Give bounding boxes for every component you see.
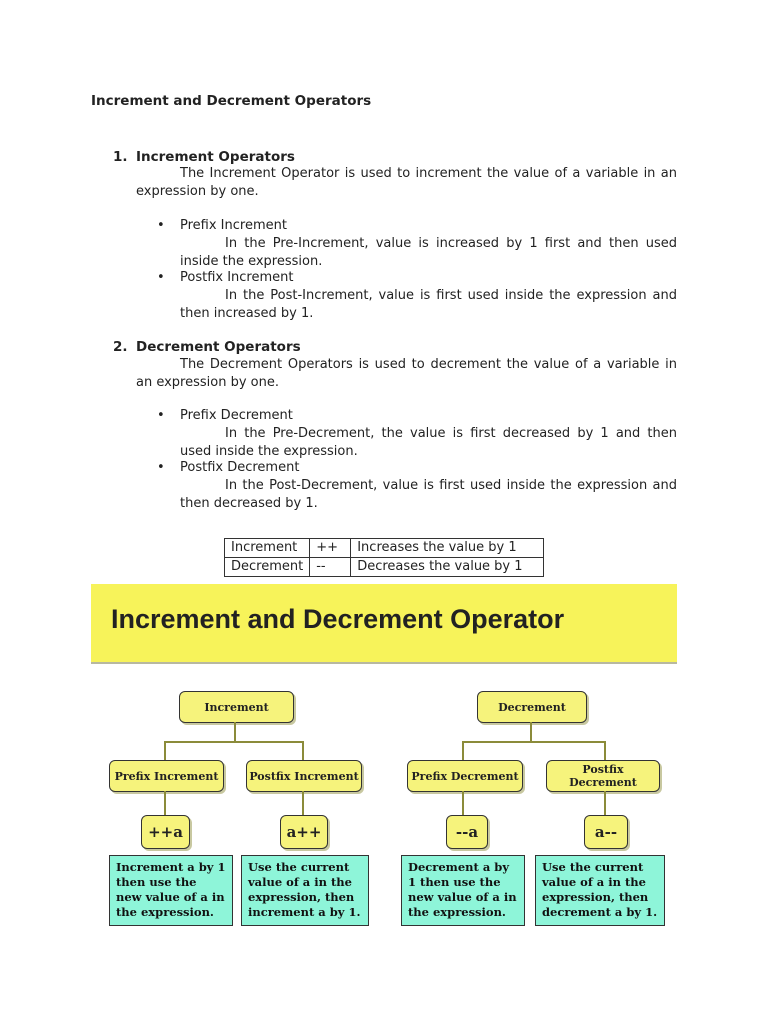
postfix-increment-box: Postfix Increment	[246, 760, 362, 792]
prefix-decrement-box: Prefix Decrement	[407, 760, 523, 792]
connector-line	[604, 791, 606, 815]
diagram-banner	[91, 584, 677, 664]
table-row	[225, 539, 544, 558]
connector-line	[462, 741, 464, 761]
table-cell: Increment	[225, 539, 310, 558]
prefix-decrement-desc: Decrement a by 1 then use the new value of a in the expression.	[401, 855, 525, 926]
decrement-root-box: Decrement	[477, 691, 587, 723]
connector-line	[234, 722, 236, 742]
postfix-decrement-desc: Use the current value of a in the expression, then decrement a by 1.	[535, 855, 665, 926]
table-cell: --	[310, 558, 351, 577]
connector-line	[530, 722, 532, 742]
bullet-postfix-increment-label: Postfix Increment	[180, 270, 294, 285]
postfix-decrement-op: a--	[584, 815, 628, 849]
connector-line	[164, 741, 166, 761]
connector-line	[302, 791, 304, 815]
prefix-increment-box: Prefix Increment	[109, 760, 224, 792]
postfix-increment-op: a++	[280, 815, 328, 849]
connector-line	[462, 791, 464, 815]
bullet-prefix-decrement-label: Prefix Decrement	[180, 408, 293, 423]
operators-table	[224, 538, 544, 577]
bullet-prefix-decrement-text: In the Pre-Decrement, the value is first decreased by 1 and then used inside the expression.	[180, 426, 677, 459]
section-1-number: 1.	[113, 149, 128, 165]
section-2-description: The Decrement Operators is used to decrement the value of a variable in an expression by one.	[136, 357, 677, 390]
section-1-description: The Increment Operator is used to increment the value of a variable in an expression by one.	[136, 166, 677, 199]
diagram-banner-title: Increment and Decrement Operator	[111, 604, 565, 634]
table-cell: ++	[310, 539, 351, 558]
bullet-marker: •	[157, 408, 165, 423]
prefix-increment-desc: Increment a by 1 then use the new value of a in the expression.	[109, 855, 233, 926]
table-row	[225, 558, 544, 577]
bullet-postfix-increment-text: In the Post-Increment, value is first used inside the expression and then increased by 1.	[180, 288, 677, 321]
document-title: Increment and Decrement Operators	[91, 93, 372, 109]
connector-line	[604, 741, 606, 761]
connector-line	[462, 741, 606, 743]
increment-root-box: Increment	[179, 691, 294, 723]
table-cell: Increases the value by 1	[351, 539, 544, 558]
connector-line	[164, 741, 304, 743]
bullet-postfix-decrement-text: In the Post-Decrement, value is first used inside the expression and then decreased by 1.	[180, 478, 677, 511]
section-1-heading: Increment Operators	[136, 149, 295, 165]
table-cell: Decrement	[225, 558, 310, 577]
bullet-marker: •	[157, 218, 165, 233]
section-2-number: 2.	[113, 339, 128, 355]
postfix-increment-desc: Use the current value of a in the expression, then increment a by 1.	[241, 855, 369, 926]
prefix-decrement-op: --a	[446, 815, 488, 849]
connector-line	[164, 791, 166, 815]
table-cell: Decreases the value by 1	[351, 558, 544, 577]
bullet-marker: •	[157, 270, 165, 285]
bullet-prefix-increment-text: In the Pre-Increment, value is increased by 1 first and then used inside the expression.	[180, 236, 677, 269]
connector-line	[302, 741, 304, 761]
bullet-prefix-increment-label: Prefix Increment	[180, 218, 287, 233]
bullet-postfix-decrement-label: Postfix Decrement	[180, 460, 300, 475]
bullet-marker: •	[157, 460, 165, 475]
prefix-increment-op: ++a	[141, 815, 190, 849]
postfix-decrement-box: Postfix Decrement	[546, 760, 660, 792]
section-2-heading: Decrement Operators	[136, 339, 301, 355]
